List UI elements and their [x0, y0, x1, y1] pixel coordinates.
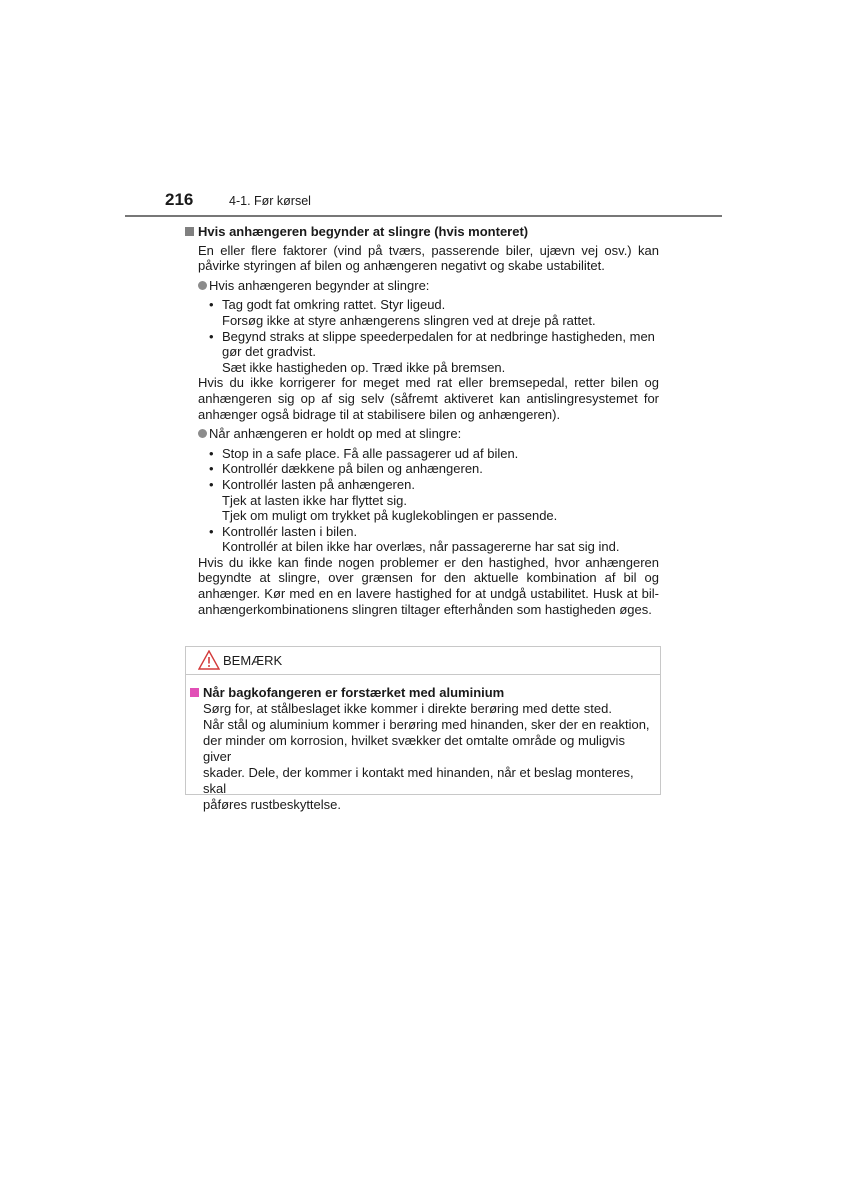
square-bullet-icon	[190, 688, 199, 697]
notice-line: Sørg for, at stålbeslaget ikke kommer i direkte berøring med dette sted.	[203, 701, 612, 716]
page-number: 216	[165, 190, 194, 209]
list-item-text: • Stop in a safe place. Få alle passagerer ud af bilen.	[222, 445, 519, 461]
subheading-swaying	[185, 278, 659, 294]
warning-triangle-icon	[198, 650, 220, 670]
list-item-text: Forsøg ikke at styre anhængerens slingren ved at dreje på rattet.	[222, 312, 596, 328]
notice-body	[190, 685, 654, 813]
list-item-text: Tjek om muligt om trykket på kuglekoblingen er passende.	[222, 508, 558, 524]
bullet-list-swaying	[185, 297, 659, 375]
circle-bullet-icon	[198, 281, 207, 290]
list-item-text: Sæt ikke hastigheden op. Træd ikke på bremsen.	[222, 359, 506, 375]
section-heading-text: Hvis anhængeren begynder at slingre (hvis monteret)	[198, 224, 529, 239]
list-item	[222, 329, 659, 376]
list-item	[222, 524, 659, 555]
section-heading	[185, 224, 659, 240]
notice-paragraph	[190, 701, 654, 813]
notice-line: Når stål og aluminium kommer i berøring med hinanden, sker der en reaktion,	[203, 717, 650, 732]
list-item	[222, 297, 659, 328]
list-item-text: • Kontrollér lasten på anhængeren.	[222, 476, 415, 492]
page-header	[125, 190, 722, 220]
list-item-text: • Kontrollér dækkene på bilen og anhængeren.	[222, 461, 483, 477]
list-item-text: Tjek at lasten ikke har flyttet sig.	[222, 492, 407, 508]
list-item-text: Kontrollér at bilen ikke har overlæs, når passagererne har sat sig ind.	[222, 539, 620, 555]
list-item-text: • Begynd straks at slippe speederpedalen for at nedbringe hastigheden, men gør det gradvist.	[222, 328, 655, 360]
list-item	[222, 446, 659, 462]
after-paragraph-1: Hvis du ikke korrigerer for meget med rat eller bremsepedal, retter bilen og anhængeren sig op af sig selv (såfremt aktiveret kan antislingresystemet for anhænger også bidrage til at stabilisere bilen og anhængeren).	[198, 375, 659, 422]
main-content	[185, 224, 659, 617]
notice-line: skader. Dele, der kommer i kontakt med hinanden, når et beslag monteres, skal	[203, 765, 634, 796]
subheading-text: Når anhængeren er holdt op med at slingre:	[209, 426, 462, 442]
notice-label: BEMÆRK	[223, 653, 283, 668]
after-paragraph-2: Hvis du ikke kan finde nogen problemer er den hastighed, hvor anhængeren begyndte at slingre, over grænsen for den aktuelle kombination af bil og anhænger. Kør med en en lavere hastighed for at undgå ustabilitet. Husk at bil-anhængerkombinationens slingren tiltager efterhånden som hastigheden øges.	[198, 554, 659, 617]
notice-line: der minder om korrosion, hvilket svækker det omtalte område og muligvis giver	[203, 733, 625, 764]
notice-heading	[190, 685, 654, 701]
list-item-text: • Kontrollér lasten i bilen.	[222, 523, 358, 539]
list-item	[222, 461, 659, 477]
notice-header	[186, 647, 660, 675]
circle-bullet-icon	[198, 429, 207, 438]
notice-heading-text: Når bagkofangeren er forstærket med aluminium	[203, 685, 505, 700]
subheading-stopped	[185, 426, 659, 442]
section-title: 4-1. Før kørsel	[229, 194, 311, 208]
bullet-list-stopped	[185, 446, 659, 555]
intro-paragraph: En eller flere faktorer (vind på tværs, passerende biler, ujævn vej osv.) kan påvirke styringen af bilen og anhængeren negativt og skabe ustabilitet.	[198, 242, 659, 274]
list-item-text: • Tag godt fat omkring rattet. Styr ligeud.	[222, 297, 446, 313]
notice-box	[185, 646, 661, 812]
notice-line: påføres rustbeskyttelse.	[203, 797, 341, 812]
header-rule	[125, 215, 722, 217]
square-bullet-icon	[185, 227, 194, 236]
list-item	[222, 477, 659, 524]
subheading-text: Hvis anhængeren begynder at slingre:	[209, 277, 430, 293]
